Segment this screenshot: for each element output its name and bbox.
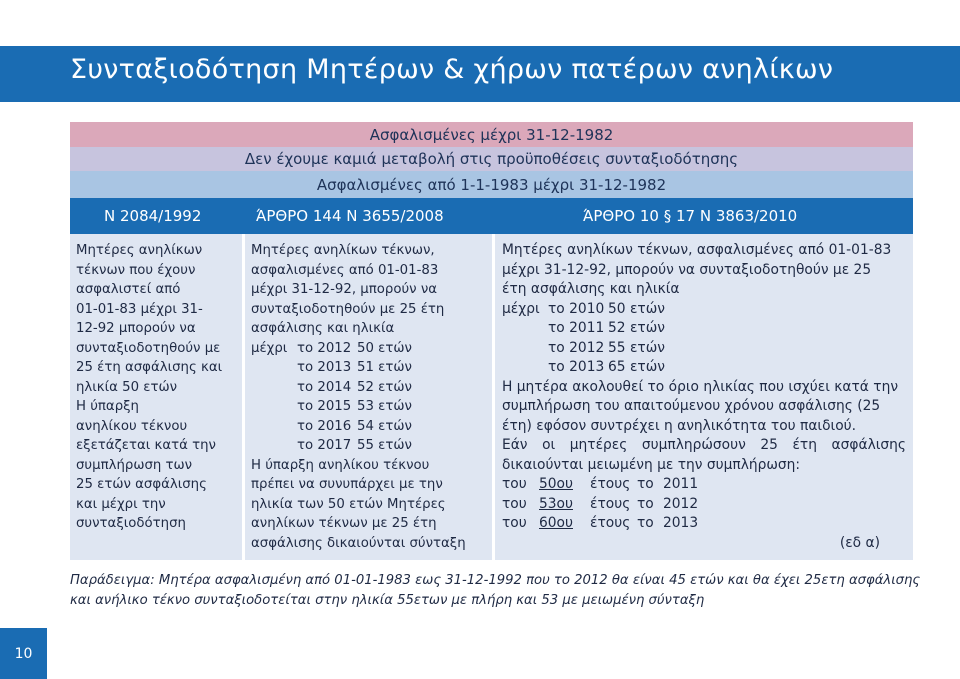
text-line: 25 ετών ασφάλισης [76, 477, 207, 492]
schedule-row: μέχρι το 2010 50 ετών [502, 300, 906, 320]
schedule-row [502, 319, 906, 339]
text-line: συνταξιοδότηση [76, 516, 186, 531]
text-line: Μητέρες ανηλίκων τέκνων, ασφαλισμένες από 01-01-83 [502, 242, 892, 258]
footnote-line-1: Παράδειγμα: Μητέρα ασφαλισμένη από 01-01-1983 εως 31-12-1992 που το 2012 θα είναι 45 ετών και θα έχει 25ετη ασφάλισης [70, 573, 921, 588]
schedule-year: το 2016 [297, 418, 352, 434]
schedule-year: το 2017 [297, 438, 352, 453]
schedule-row [251, 397, 487, 417]
band-line-3: Ασφαλισμένες από 1-1-1983 μέχρι 31-12-1982 [316, 176, 667, 194]
text-line: ηλικία των 50 ετών Μητέρες [251, 496, 446, 512]
text-line: συμπλήρωση των [76, 457, 193, 473]
text-line: έτη) εφόσον συντρέχει η ανηλικότητα του παιδιού. [502, 417, 857, 434]
schedule-age: 52 ετών [608, 320, 665, 336]
reduced-row: του 60ου έτους το 2013 [502, 515, 699, 531]
text-line: ανηλίκου τέκνου [76, 418, 188, 434]
schedule-year: το 2013 [297, 360, 352, 375]
schedule-year: το 2011 [548, 320, 605, 336]
text-line: Η μητέρα ακολουθεί το όριο ηλικίας που ισχύει κατά την [502, 378, 899, 395]
schedule-row [502, 358, 906, 378]
text-line: μέχρι 31-12-92, μπορούν να συνταξιοδοτηθούν με 25 [502, 261, 872, 278]
band-line-2: Δεν έχουμε καμιά μεταβολή στις προϋποθέσεις συνταξιοδότησης [244, 150, 739, 168]
schedule-age: 53 ετών [357, 399, 412, 414]
schedule-age: 52 ετών [357, 379, 412, 395]
footnote-line-2: και ανήλικο τέκνο συνταξιοδοτείται στην ηλικία 55ετων με πλήρη και 53 με μειωμένη σύνταξη [70, 593, 705, 608]
band-line-1: Ασφαλισμένες μέχρι 31-12-1982 [369, 126, 614, 144]
example-footnote [70, 571, 920, 611]
text-line: εξετάζεται κατά την [76, 438, 216, 453]
schedule-year: το 2013 [548, 359, 605, 375]
schedule-year: το 2012 [548, 339, 605, 356]
column-3-text [502, 241, 906, 553]
schedule-age: 50 ετών [357, 340, 412, 356]
schedule-year: το 2010 [548, 300, 605, 317]
reduced-row: του 53ου έτους το 2012 [502, 495, 699, 512]
text-line: δικαιούνται μειωμένη με την συμπλήρωση: [502, 456, 801, 473]
text-line: Μητέρες ανηλίκων τέκνων, [251, 243, 435, 258]
schedule-row [251, 417, 487, 437]
text-line: ανηλίκων τέκνων με 25 έτη [251, 516, 437, 531]
text-line: Η ύπαρξη [76, 399, 139, 414]
text-line: Μητέρες ανηλίκων [76, 243, 203, 258]
text-line: 25 έτη ασφάλισης και [76, 360, 223, 375]
schedule-age: 51 ετών [357, 360, 412, 375]
text-line: μέχρι 31-12-92, μπορούν να [251, 282, 438, 297]
header-article-10: ΆΡΘΡΟ 10 § 17 Ν 3863/2010 [583, 207, 798, 225]
schedule-row [251, 436, 487, 456]
schedule-row [251, 358, 487, 378]
text-line: συνταξιοδοτηθούν με 25 έτη [251, 301, 445, 317]
text-line: τέκνων που έχουν [76, 262, 196, 278]
text-line: ασφάλισης δικαιούνται σύνταξη [251, 535, 466, 551]
text-line: έτη ασφάλισης και ηλικία [502, 281, 680, 297]
header-article-144: ΆΡΘΡΟ 144 Ν 3655/2008 [256, 207, 444, 225]
page-title: Συνταξιοδότηση Μητέρων & χήρων πατέρων ανηλίκων [70, 54, 834, 85]
text-line: 12-92 μπορούν να [76, 321, 196, 336]
schedule-year: το 2015 [297, 399, 352, 414]
text-line: συμπλήρωση του απαιτούμενου χρόνου ασφάλισης (25 [502, 398, 881, 414]
page-number: 10 [14, 646, 33, 662]
schedule-age: 55 ετών [608, 339, 665, 356]
schedule-year: το 2012 [297, 340, 352, 356]
text-line: Η ύπαρξη ανηλίκου τέκνου [251, 457, 430, 473]
schedule-age: 55 ετών [357, 438, 412, 453]
schedule-row [502, 339, 906, 359]
text-line: ασφαλιστεί από [76, 282, 181, 297]
text-line: ασφάλισης και ηλικία [251, 321, 395, 336]
column-2-text [251, 241, 487, 553]
reduced-row: του 50ου έτους το 2011 [502, 476, 699, 492]
text-line: ασφαλισμένες από 01-01-83 [251, 262, 439, 278]
text-line: πρέπει να συνυπάρχει με την [251, 477, 443, 492]
text-line: ηλικία 50 ετών [76, 379, 178, 395]
schedule-row: μέχρι το 2012 50 ετών [251, 339, 487, 359]
header-law-2084: Ν 2084/1992 [104, 207, 202, 225]
schedule-year: το 2014 [297, 379, 352, 395]
text-line: 01-01-83 μέχρι 31- [76, 301, 203, 317]
schedule-age: 54 ετών [357, 418, 412, 434]
text-line: Εάν οι μητέρες συμπληρώσουν 25 έτη ασφάλισης [502, 437, 906, 453]
text-line: συνταξιοδοτηθούν με [76, 340, 221, 356]
schedule-age: 65 ετών [608, 359, 665, 375]
schedule-row [251, 378, 487, 398]
schedule-age: 50 ετών [608, 300, 665, 317]
text-line: και μέχρι την [76, 496, 166, 512]
column-1-text [76, 241, 236, 534]
note-text: (εδ α) [839, 534, 880, 551]
